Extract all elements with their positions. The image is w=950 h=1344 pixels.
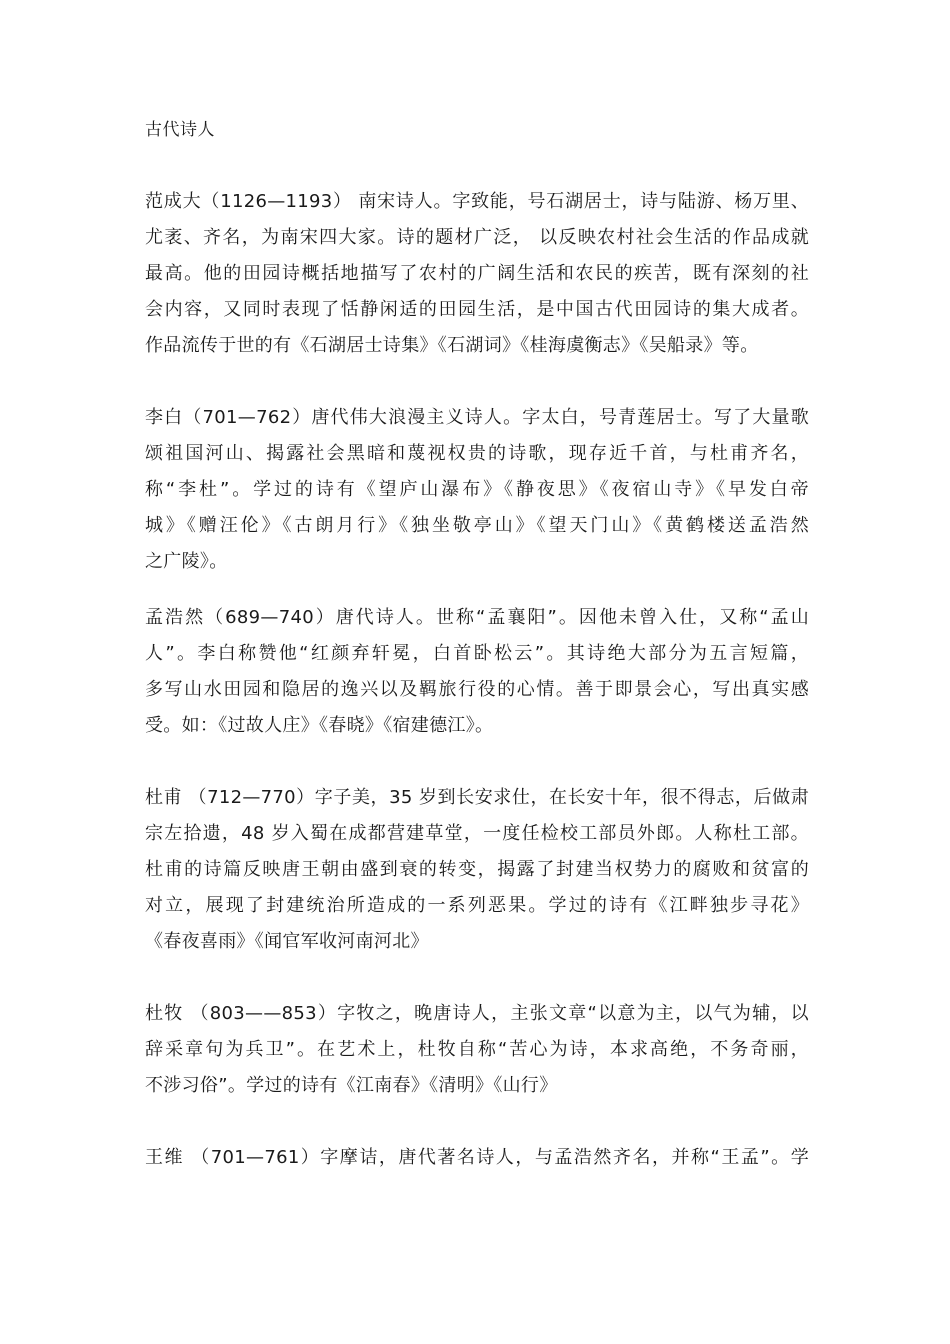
text-line: 对立，展现了封建统治所造成的一系列恶果。学过的诗有《江畔独步寻花》 [145,895,809,916]
paragraph-wang-wei [145,1140,809,1176]
paragraph-du-fu [145,780,809,960]
text-line: 《春夜喜雨》《闻官军收河南河北》 [145,931,429,952]
paragraph-li-bai [145,400,809,580]
text-line: 最高。他的田园诗概括地描写了农村的广阔生活和农民的疾苦，既有深刻的社 [145,263,809,284]
text-line: 城》《赠汪伦》《古朗月行》《独坐敬亭山》《望天门山》《黄鹤楼送孟浩然 [145,515,809,536]
paragraph-du-mu [145,996,809,1104]
text-line: 多写山水田园和隐居的逸兴以及羁旅行役的心情。善于即景会心，写出真实感 [145,679,809,700]
document-body [145,112,809,1212]
text-line: 杜牧 （803——853）字牧之，晚唐诗人，主张文章“以意为主，以气为辅，以 [145,1003,809,1024]
text-line: 会内容，又同时表现了恬静闲适的田园生活，是中国古代田园诗的集大成者。 [145,299,809,320]
text-line: 范成大（1126—1193） 南宋诗人。字致能，号石湖居士，诗与陆游、杨万里、 [145,191,809,212]
text-line: 受。如：《过故人庄》《春晓》《宿建德江》。 [145,715,494,736]
text-line: 杜甫的诗篇反映唐王朝由盛到衰的转变，揭露了封建当权势力的腐败和贫富的 [145,859,809,880]
paragraph-meng-haoran [145,600,809,744]
document-title: 古代诗人 [145,120,215,140]
text-line: 之广陵》。 [145,551,228,572]
text-line: 王维 （701—761）字摩诘，唐代著名诗人，与孟浩然齐名，并称“王孟”。学 [145,1147,809,1168]
text-line: 称“李杜”。学过的诗有《望庐山瀑布》《静夜思》《夜宿山寺》《早发白帝 [145,479,809,500]
text-line: 不涉习俗”。学过的诗有《江南春》《清明》《山行》 [145,1075,558,1096]
text-line: 人”。李白称赞他“红颜弃轩冕，白首卧松云”。其诗绝大部分为五言短篇， [145,643,809,664]
text-line: 尤袤、齐名，为南宋四大家。诗的题材广泛， 以反映农村社会生活的作品成就 [145,227,809,248]
text-line: 辞采章句为兵卫”。在艺术上，杜牧自称“苦心为诗，本求高绝，不务奇丽， [145,1039,809,1060]
paragraph-fan-chengda [145,184,809,364]
text-line: 颂祖国河山、揭露社会黑暗和蔑视权贵的诗歌，现存近千首，与杜甫齐名， [145,443,809,464]
text-line: 孟浩然（689—740）唐代诗人。世称“孟襄阳”。因他未曾入仕，又称“孟山 [145,607,809,628]
text-line: 李白（701—762）唐代伟大浪漫主义诗人。字太白，号青莲居士。写了大量歌 [145,407,809,428]
text-line: 杜甫 （712—770）字子美，35 岁到长安求仕，在长安十年，很不得志，后做肃 [145,787,809,808]
text-line: 宗左拾遗，48 岁入蜀在成都营建草堂，一度任检校工部员外郎。人称杜工部。 [145,823,809,844]
text-line: 作品流传于世的有《石湖居士诗集》《石湖词》《桂海虞衡志》《吴船录》等。 [145,335,759,356]
